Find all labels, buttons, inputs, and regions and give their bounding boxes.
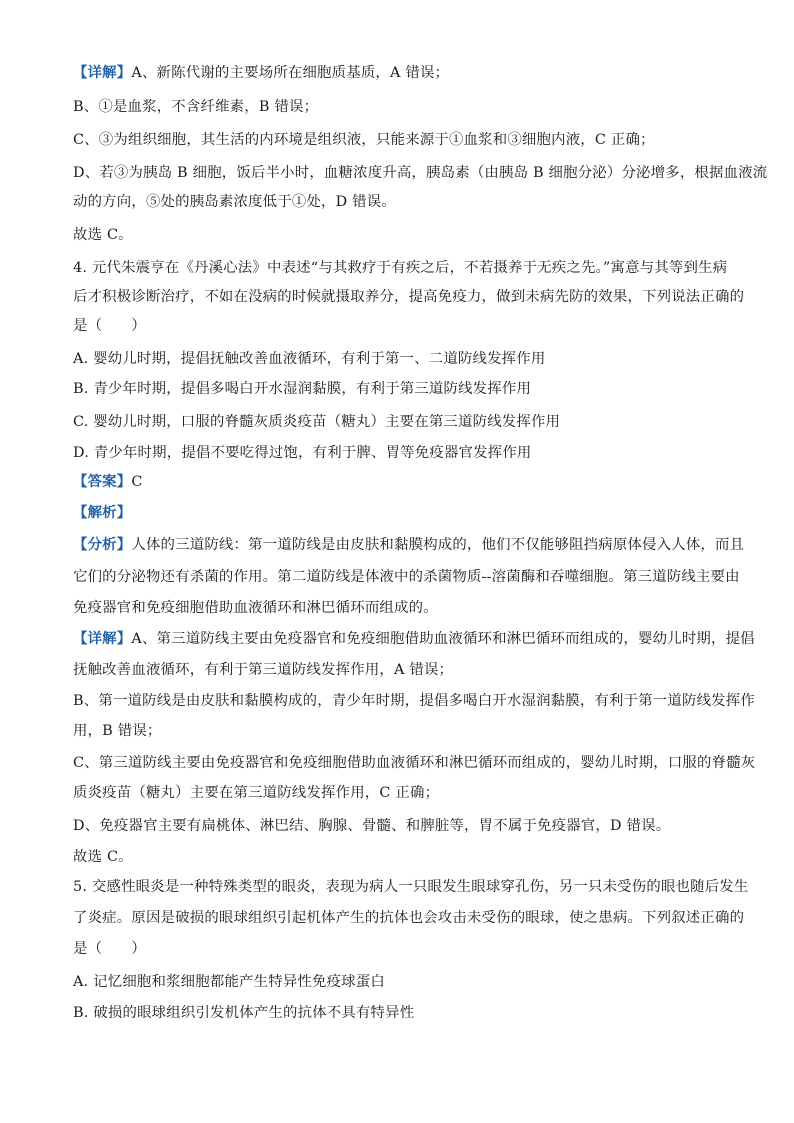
prev-conclusion: 故选 C。	[73, 227, 133, 243]
answer-tag: 【答案】	[73, 473, 132, 490]
q4-analysis-heading	[73, 502, 723, 524]
prev-detail-line-d1: D、若③为胰岛 B 细胞，饭后半小时，血糖浓度升高，胰岛素（由胰岛 B 细胞分泌）分泌增多，根据血液流	[73, 165, 768, 181]
fenxi-tag: 【分析】	[73, 536, 132, 553]
q4-option-d: D. 青少年时期，提倡不要吃得过饱，有利于脾、胃等免疫器官发挥作用	[73, 445, 532, 461]
q4-fenxi-line-1: 【分析】人体的三道防线：第一道防线是由皮肤和黏膜构成的，他们不仅能够阻挡病原体侵入人体，而且	[73, 536, 745, 553]
q5-stem-line-1: 5. 交感性眼炎是一种特殊类型的眼炎，表现为病人一只眼发生眼球穿孔伤，另一只未受伤的眼也随后发生	[73, 879, 749, 895]
q4-option-b: B. 青少年时期，提倡多喝白开水湿润黏膜，有利于第三道防线发挥作用	[73, 381, 532, 397]
detail-tag: 【详解】	[73, 630, 132, 647]
prev-detail-line-a: 【详解】A、新陈代谢的主要场所在细胞质基质，A 错误；	[73, 64, 450, 81]
q4-fenxi-line-2: 它们的分泌物还有杀菌的作用。第二道防线是体液中的杀菌物质--溶菌酶和吞噬细胞。第三道防线主要由	[73, 569, 740, 585]
q4-detail-line-b2: 用，B 错误；	[73, 723, 162, 739]
q4-detail-line-c2: 质炎疫苗（糖丸）主要在第三道防线发挥作用，C 正确；	[73, 785, 440, 801]
q4-option-c: C. 婴幼儿时期，口服的脊髓灰质炎疫苗（糖丸）主要在第三道防线发挥作用	[73, 414, 561, 430]
prev-detail-line-c: C、③为组织细胞，其生活的内环境是组织液，只能来源于①血浆和③细胞内液，C 正确；	[73, 132, 655, 148]
q5-stem-line-2: 了炎症。原因是破损的眼球组织引起机体产生的抗体也会攻击未受伤的眼球，使之患病。下列叙述正确的	[73, 910, 745, 926]
q4-fenxi-line-3: 免疫器官和免疫细胞借助血液循环和淋巴循环而组成的。	[73, 600, 438, 616]
prev-detail-line-d2: 动的方向，⑤处的胰岛素浓度低于①处，D 错误。	[73, 194, 396, 210]
q4-detail-line-b1: B、第一道防线是由皮肤和黏膜构成的，青少年时期，提倡多喝白开水湿润黏膜，有利于第一道防线发挥作	[73, 693, 755, 709]
q4-stem-line-2: 后才积极诊断治疗，不如在没病的时候就摄取养分，提高免疫力，做到未病先防的效果，下列说法正确的	[73, 289, 745, 305]
detail-tag: 【详解】	[73, 64, 132, 81]
q4-detail-line-a1: 【详解】A、第三道防线主要由免疫器官和免疫细胞借助血液循环和淋巴循环而组成的，婴幼儿时期，提倡	[73, 630, 755, 647]
q4-option-a: A. 婴幼儿时期，提倡抚触改善血液循环，有利于第一、二道防线发挥作用	[73, 351, 546, 367]
prev-detail-line-b: B、①是血浆，不含纤维素，B 错误；	[73, 99, 319, 115]
q4-answer	[73, 471, 723, 493]
q4-conclusion: 故选 C。	[73, 849, 133, 865]
q4-detail-line-c1: C、第三道防线主要由免疫器官和免疫细胞借助血液循环和淋巴循环而组成的，婴幼儿时期，口服的脊髓灰	[73, 755, 756, 771]
q4-stem-line-3: 是（ ）	[73, 318, 146, 334]
q4-detail-line-d: D、免疫器官主要有扁桃体、淋巴结、胸腺、骨髓、和脾脏等，胃不属于免疫器官，D 错误。	[73, 818, 671, 834]
q5-stem-line-3: 是（ ）	[73, 941, 146, 957]
q5-option-b: B. 破损的眼球组织引发机体产生的抗体不具有特异性	[73, 1005, 415, 1021]
analysis-tag: 【解析】	[73, 504, 132, 521]
q4-stem-line-1: 4. 元代朱震亨在《丹溪心法》中表述“与其救疗于有疾之后，不若摄养于无疾之先。”寓意与其等到生病	[73, 260, 728, 276]
answer-value: C	[131, 474, 143, 490]
q5-option-a: A. 记忆细胞和浆细胞都能产生特异性免疫球蛋白	[73, 974, 385, 990]
q4-detail-line-a2: 抚触改善血液循环，有利于第三道防线发挥作用，A 错误；	[73, 662, 454, 678]
